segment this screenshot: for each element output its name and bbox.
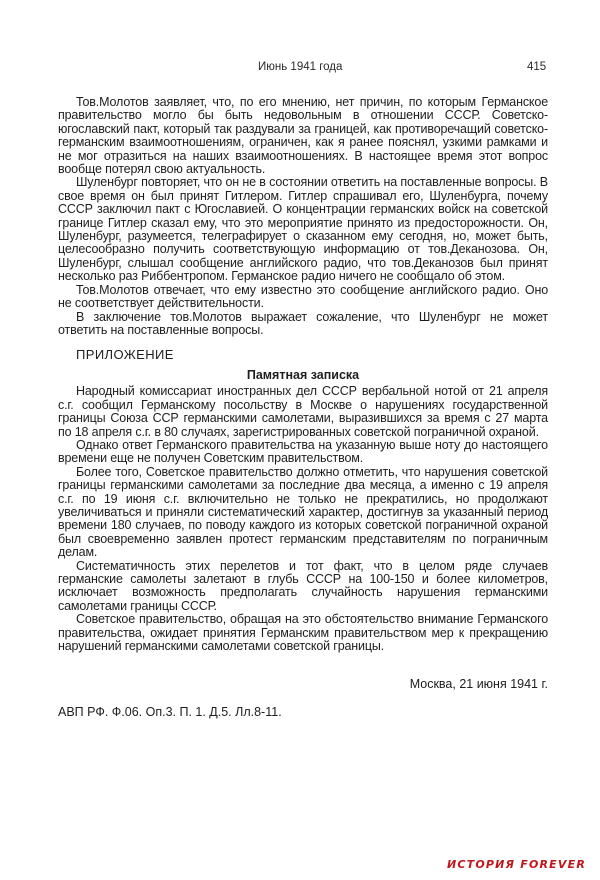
memo-paragraph-5: Советское правительство, обращая на это обстоятельство внимание Германского правительства, ожидает принятия Германским правительством мер к прекращению нарушений германскими самолетами советской границы. <box>58 612 548 654</box>
watermark: ИСТОРИЯ FOREVER <box>446 858 586 871</box>
memo-paragraph-3: Более того, Советское правительство должно отметить, что нарушения советской границы германскими самолетами за последние два месяца, а именно с 19 апреля с.г. по 19 июня с.г. включительно не только не прекратились, но продолжают увеличиваться и приняли систематический характер, достигнув за указанный период времени 180 случаев, по поводу каждого из которых советской пограничной охраной был своевременно заявлен протест германским представителям по пограничным делам. <box>58 464 548 560</box>
memo-paragraph-1: Народный комиссариат иностранных дел СССР вербальной нотой от 21 апреля с.г. сообщил Германскому посольству в Москве о нарушениях государственной границы Союза ССР германскими самолетами, выразившихся за время с 27 марта по 18 апреля с.г. в 80 случаях, зарегистрированных советской пограничной охраной. <box>58 384 548 439</box>
page-content <box>58 96 548 719</box>
body-paragraph-2: Шуленбург повторяет, что он не в состоянии ответить на поставленные вопросы. В свое время он был принят Гитлером. Гитлер спрашивал его, Шуленбурга, почему СССР заключил пакт с Югославией. О концентрации германских войск на советской границе Гитлер сказал ему, что это мероприятие принято из предосторожности. Он, Шуленбург, разумеется, телеграфирует о сказанном ему сегодня, но, может быть, целесообразно получить соответствующую информацию от тов.Деканозова. Он, Шуленбург, слышал сообщение английского радио, что тов.Деканозов был принят несколько раз Риббентропом. Германское радио ничего не сообщало об этом. <box>58 175 548 284</box>
body-paragraph-1: Тов.Молотов заявляет, что, по его мнению, нет причин, по которым Германское правительство могло бы быть недовольным в отношении СССР. Советско-югославский пакт, который так раздували за границей, как противоречащий советско-германским взаимоотношениям, ограничен, как я ранее пояснял, узкими рамками и не мог отразиться на наших взаимоотношениях. В настоящее время этот вопрос вообще потерял свою актуальность. <box>58 95 548 177</box>
memo-paragraph-4: Систематичность этих перелетов и тот факт, что в целом ряде случаев германские самолеты залетают в глубь СССР на 100-150 и более километров, исключает возможность предполагать случайность нарушения германскими самолетами границы СССР. <box>58 558 548 613</box>
appendix-heading: ПРИЛОЖЕНИЕ <box>76 347 174 363</box>
body-paragraph-4: В заключение тов.Молотов выражает сожаление, что Шуленбург не может ответить на поставленные вопросы. <box>58 309 548 337</box>
archive-reference: АВП РФ. Ф.06. Оп.3. П. 1. Д.5. Лл.8-11. <box>58 705 282 720</box>
place-date: Москва, 21 июня 1941 г. <box>409 677 548 692</box>
memo-paragraph-2: Однако ответ Германского правительства на указанную выше ноту до настоящего времени еще не получен Советским правительством. <box>58 437 548 466</box>
body-paragraph-3: Тов.Молотов отвечает, что ему известно это сообщение английского радио. Оно не соответствует действительности. <box>58 282 548 311</box>
running-head: Июнь 1941 года <box>258 61 343 73</box>
page-number: 415 <box>527 61 547 73</box>
memo-title: Памятная записка <box>246 368 360 383</box>
